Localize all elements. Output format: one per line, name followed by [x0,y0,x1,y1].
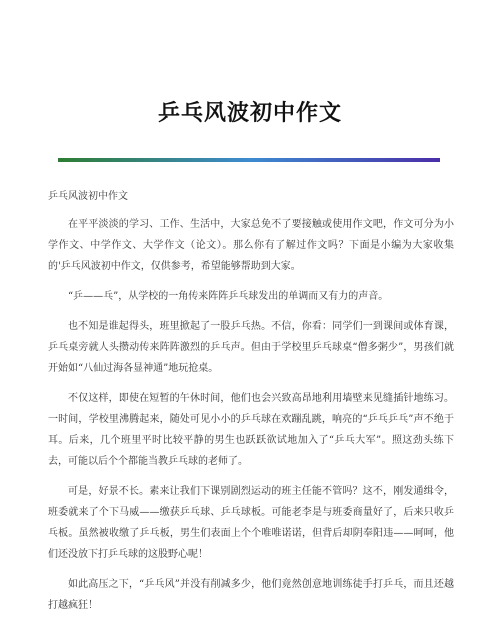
paragraph: 也不知是谁起得头，班里掀起了一股乒乓热。不信，你看：同学们一到课间或体育课，乒乓桌旁就人头攒动传来阵阵激烈的乒乓声。但由于学校里乒乓球桌“僧多粥少”，男孩们就开始如“八仙过海各显神通”地玩抢桌。 [48,321,454,374]
article-body [48,186,454,625]
paragraph: 不仅这样，即使在短暂的午休时间，他们也会兴致高昂地利用墙壁来见缝插针地练习。一时间，学校里沸腾起来，随处可见小小的乒乓球在欢蹦乱跳，响亮的“乒乓乒乓”声不绝于耳。后来，几个班里平时比较平静的男生也跃跃欲试地加入了“乒乓大军”。照这劲头练下去，可能以后个个都能当教乒乓球的老师了。 [48,393,454,467]
paragraph: “乒——乓”，从学校的一角传来阵阵乒乓球发出的单调而又有力的声音。 [68,291,389,302]
article-subtitle: 乒乓风波初中作文 [48,191,128,202]
paragraph: 如此高压之下，“乒乓风”并没有削减多少，他们竟然创意地训练徒手打乒乓，而且还越打越疯狂！ [48,579,454,611]
paragraph: 可是，好景不长。素来让我们下课别剧烈运动的班主任能不管吗？这不，刚发通缉令，班委就来了个下马威——缴获乒乓球、乒乓球板。可能老李是与班委商量好了，后来只收乒乓板。虽然被收缴了乒乓板，男生们表面上个个唯唯诺诺，但背后却阴奉阳违——呵呵，他们还没放下打乒乓球的这股野心呢！ [48,486,454,560]
paragraph: 在平平淡淡的学习、工作、生活中，大家总免不了要接触或使用作文吧，作文可分为小学作文、中学作文、大学作文（论文）。那么你有了解过作文吗？下面是小编为大家收集的'乒乓风波初中作文，仅供参考，希望能够帮助到大家。 [48,219,454,272]
title-divider [58,158,440,162]
page-title: 乒乓风波初中作文 [157,101,342,126]
